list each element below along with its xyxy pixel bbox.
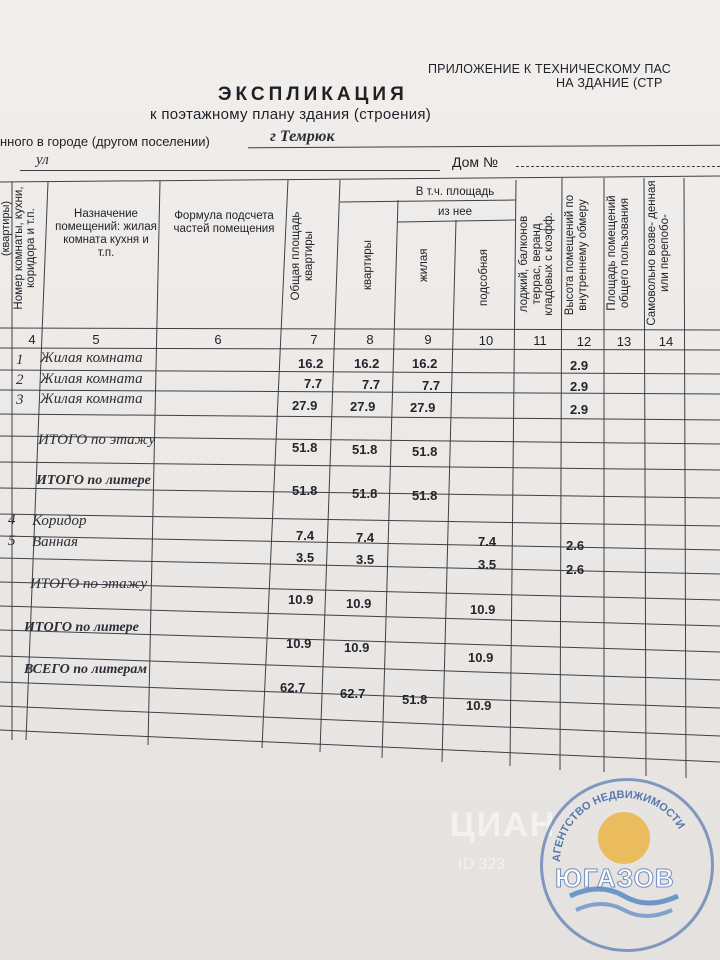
room-height: 2.9 — [570, 379, 589, 394]
letter-total-label: ИТОГО по литере — [36, 473, 151, 488]
col8-header: квартиры — [362, 240, 374, 290]
total-area: 27.9 — [292, 398, 318, 413]
living-area: 51.8 — [412, 444, 438, 459]
city-value: г Темрюк — [270, 128, 335, 145]
apartment-area: 3.5 — [356, 552, 375, 567]
colnum: 13 — [616, 334, 632, 349]
apartment-area: 16.2 — [354, 356, 380, 371]
total-area: 7.4 — [296, 528, 315, 543]
room-number: 2 — [16, 372, 24, 388]
living-area: 51.8 — [412, 488, 438, 503]
room-number: 1 — [16, 352, 24, 368]
page-subtitle: к поэтажному плану здания (строения) — [150, 106, 432, 123]
auxiliary-area: 10.9 — [468, 650, 494, 665]
col10-header: подсобная — [478, 249, 490, 306]
colnum: 10 — [478, 333, 494, 348]
total-area: 7.7 — [304, 376, 323, 391]
colnum: 8 — [366, 332, 374, 347]
room-name: Коридор — [32, 513, 87, 529]
floor-total-label: ИТОГО по этажу — [30, 576, 148, 592]
colnum: 12 — [576, 334, 592, 349]
colnum: 5 — [92, 332, 100, 347]
col5-header: Назначение помещений: жилая комната кухня и т.п. — [55, 208, 157, 259]
total-area: 3.5 — [296, 550, 315, 565]
room-height: 2.6 — [566, 538, 585, 553]
total-area: 10.9 — [286, 636, 312, 651]
total-area: 10.9 — [288, 592, 314, 607]
living-area: 51.8 — [402, 692, 428, 707]
auxiliary-area: 10.9 — [470, 602, 496, 617]
col14-header: Самовольно возве- денная или перепобо- — [646, 180, 671, 326]
house-label: Дом № — [452, 154, 498, 170]
cian-watermark: ЦИАН — [450, 806, 557, 844]
room-name: Ванная — [32, 534, 79, 550]
room-number: 4 — [8, 512, 16, 528]
total-area: 51.8 — [292, 440, 318, 455]
street-label: ул — [36, 152, 49, 168]
apartment-area: 10.9 — [346, 596, 372, 611]
subgroup-header: из нее — [437, 206, 473, 218]
appendix-line-2: НА ЗДАНИЕ (СТР — [556, 76, 663, 90]
col3-header: (квартиры) — [0, 200, 12, 256]
room-height: 2.9 — [570, 358, 589, 373]
letter-total-label: ИТОГО по литере — [24, 620, 139, 635]
apartment-area: 51.8 — [352, 442, 378, 457]
floor-total-label: ИТОГО по этажу — [38, 432, 156, 448]
agency-logo-art — [540, 778, 708, 946]
total-area: 16.2 — [298, 356, 324, 371]
room-number: 3 — [16, 392, 24, 408]
colnum: 11 — [533, 333, 547, 348]
agency-ring-text: АГЕНТСТВО НЕДВИЖИМОСТИ — [550, 788, 687, 863]
apartment-area: 7.4 — [356, 530, 375, 545]
col6-header: Формула подсчета частей помещения — [173, 210, 275, 235]
colnum: 6 — [214, 332, 222, 347]
agency-logo — [540, 778, 714, 952]
room-height: 2.9 — [570, 402, 589, 417]
auxiliary-area: 10.9 — [466, 698, 492, 713]
colnum: 4 — [28, 332, 36, 347]
agency-name: ЮГАЗОВ — [555, 863, 675, 893]
col7-header: Общая площадь квартиры — [290, 211, 315, 301]
auxiliary-area: 7.4 — [478, 534, 497, 549]
living-area: 16.2 — [412, 356, 438, 371]
colnum: 9 — [424, 332, 432, 347]
total-area: 62.7 — [280, 680, 306, 695]
appendix-line-1: ПРИЛОЖЕНИЕ К ТЕХНИЧЕСКОМУ ПАС — [428, 62, 671, 76]
room-number: 5 — [8, 533, 16, 549]
apartment-area: 10.9 — [344, 640, 370, 655]
apartment-area: 62.7 — [340, 686, 366, 701]
area-group-header: В т.ч. площадь — [415, 186, 495, 198]
apartment-area: 51.8 — [352, 486, 378, 501]
col12-header: Высота помещений по внутреннему обмеру — [564, 194, 589, 316]
location-label: нного в городе (другом поселении) — [0, 134, 210, 149]
apartment-area: 7.7 — [362, 377, 381, 392]
apartment-area: 27.9 — [350, 399, 376, 414]
col9-header: жилая — [418, 248, 430, 282]
total-area: 51.8 — [292, 483, 318, 498]
page-title: ЭКСПЛИКАЦИЯ — [218, 84, 408, 105]
room-name: Жилая комната — [40, 391, 143, 407]
auxiliary-area: 3.5 — [478, 557, 497, 572]
col4-header: Номер комнаты, кухни, коридора и т.п. — [13, 186, 37, 310]
col11-header: лоджий, балконов террас, веранд кладовых с коэфф. — [518, 212, 555, 316]
watermark-id: ID 323 — [458, 856, 506, 873]
living-area: 7.7 — [422, 378, 441, 393]
room-name: Жилая комната — [40, 371, 143, 387]
colnum: 7 — [310, 332, 318, 347]
room-name: Жилая комната — [40, 350, 143, 366]
col13-header: Площадь помещений общего пользования — [606, 195, 631, 311]
grand-total-label: ВСЕГО по литерам — [24, 662, 148, 677]
colnum: 14 — [658, 334, 674, 349]
living-area: 27.9 — [410, 400, 436, 415]
room-height: 2.6 — [566, 562, 585, 577]
